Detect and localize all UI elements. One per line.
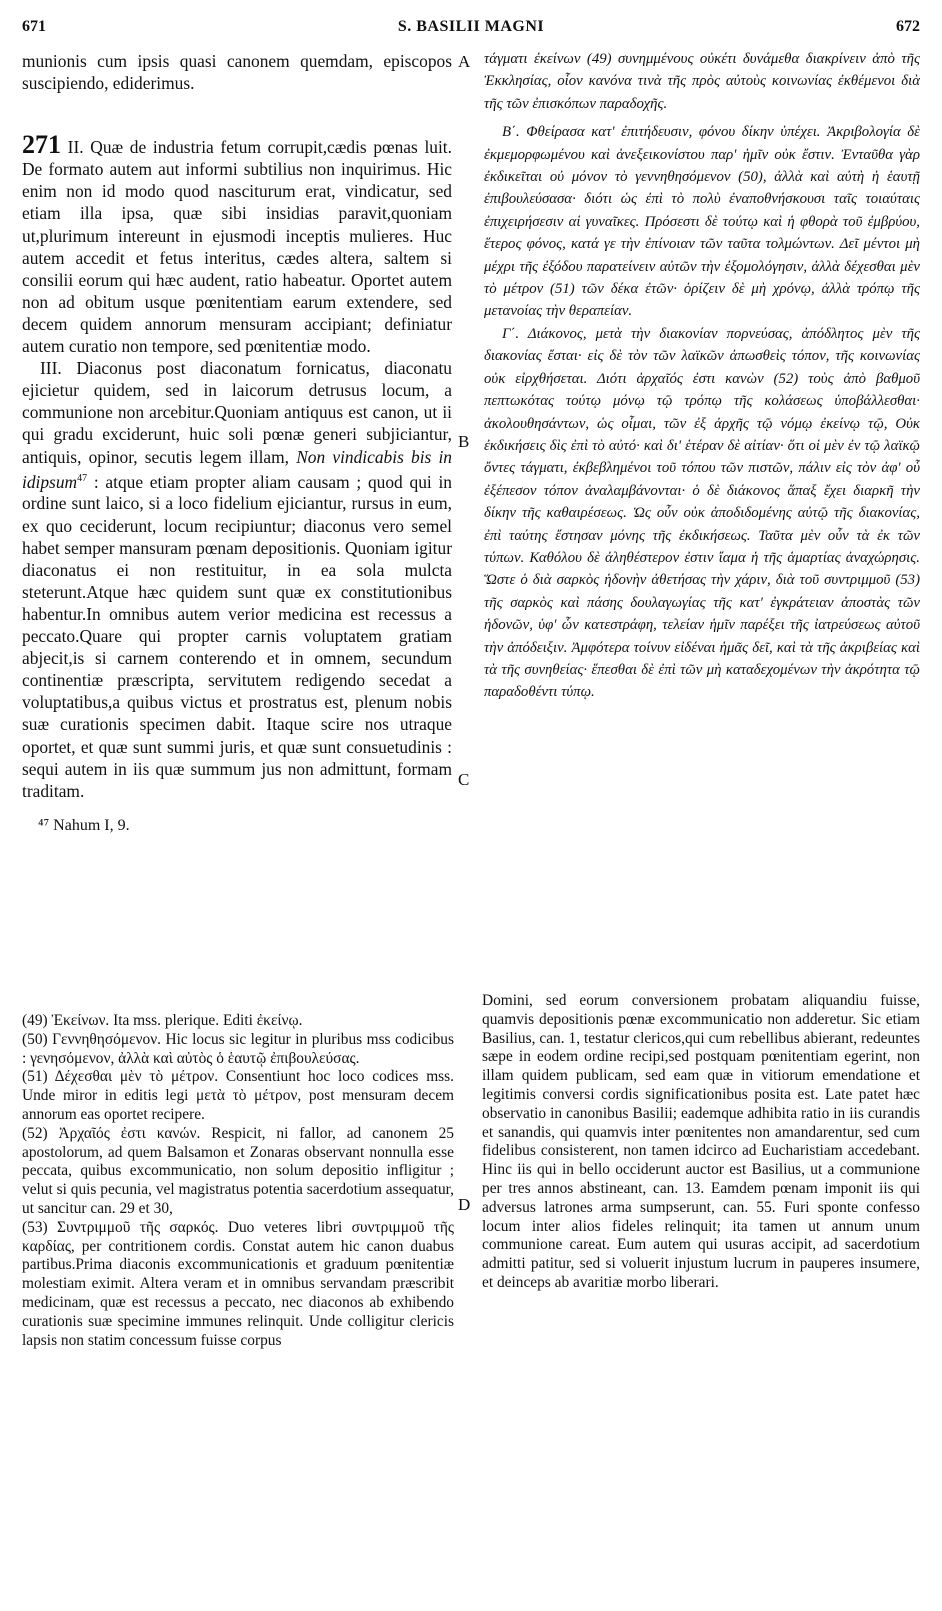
latin-canon-2 <box>22 130 452 357</box>
latin-canon-3-text-b: : atque etiam propter aliam causam ; quod qui in ordine sunt laico, si a loco fidelium ejiciantur, rursus in eum, ex quo ceciderunt, locum recipiuntur; diaconus vero semel habet semper mansuram pœnam depositionis. Quoniam igitur diaconatus ei non restituitur, in ea sola mulcta steterunt.Atque hæc quidem sunt quæ ex constitutionibus habentur.In omnibus autem verior medicina est recessus a peccato.Quare qui propter carnis voluptatem gratiam abjecit,is si carnem conterendo et in omnem, secundum continentiæ præscripta, servitutem redigendo secedat a voluptatibus,a quibus victus et prostratus est, plenum nobis suæ curationis specimen dabit. Itaque scire nos utraque oportet, et quæ sunt summi juris, et quæ sunt consuetudinis : sequi autem in iis quæ summum jus non admittunt, formam traditam. <box>22 471 452 801</box>
latin-canon-3-text-a: III. Diaconus post diaconatum fornicatus, diaconatu ejicietur quidem, sed in laicorum detrusus locum, a communione non arcebitur.Quoniam antiquus est canon, ut ii qui gradu exciderunt, huic soli pœnæ generi subjiciantur, antiquis, opinor, secutis legem illam, <box>22 358 452 467</box>
footnote-ref: 47 <box>77 472 88 484</box>
note-51: (51) Δέχεσθαι μὲν τὸ μέτρον. Consentiunt hoc loco codices mss. Unde miror in editis legi μετὰ τὸ μέτρον, post mensuram decem annorum eas oportet recipere. <box>22 1068 454 1123</box>
note-50: (50) Γεννηθησόμενον. Hic locus sic legitur in pluribus mss codicibus : γενησόμενον, ἀλλὰ καὶ αὐτὸς ὁ ἑαυτῷ ἐπιβουλεύσας. <box>22 1030 454 1067</box>
note-53: (53) Συντριμμοῦ τῆς σαρκός. Duo veteres libri συντριμμοῦ τῆς καρδίας, per contritionem cordis. Constat autem hic canon duabus partibus.Prima diaconis excommunicationis et graduum pœnitentiæ molestiam eximit. Altera veram et in omnibus servandam præscribit medicinam, quæ est recessus a peccato, nec diaconos ab exhibendo curationis suæ specimine immunes relinquit. Unde colligitur clericis lapsis non statim concessum fuisse corpus <box>22 1218 454 1349</box>
latin-paragraph-intro: munionis cum ipsis quasi canonem quemdam, episcopos suscipiendo, ediderimus. <box>22 51 452 94</box>
margin-marker-c: C <box>458 770 470 789</box>
latin-canon-2-text: II. Quæ de industria fetum corrupit,cædis pœnas luit. De formato autem aut informi subtilius non inquirimus. Hic enim non id modo quod nasciturum erat, vindicatur, sed etiam illa ipsa, quæ sibi insidias paravit,quoniam ut,plurimum intereunt in ejusmodi inceptis mulieres. Huc autem accedit et fetus interitus, cædes altera, saltem si consilii eorum qui hæc audent, ratio habeatur. Oportet autem non ad obitum usque pœnitentiam earum extendere, sed decem quidem annorum mensuram accipiant; definiatur autem curatio non tempore, sed pœnitentiæ modo. <box>22 137 452 357</box>
latin-canon-3-citation: Non vindicabis bis in idipsum <box>22 446 452 492</box>
notes-left-column <box>22 1012 454 1598</box>
margin-marker-d: D <box>458 1195 471 1214</box>
greek-column <box>484 48 920 976</box>
latin-column <box>22 50 452 985</box>
note-49: (49) Ἐκείνων. Ita mss. plerique. Editi ἐκείνῳ. <box>22 1012 303 1029</box>
greek-canon-2: Β΄. Φθείρασα κατ' ἐπιτήδευσιν, φόνου δίκην ὑπέχει. Ἀκριβολογία δὲ ἐκμεμορφωμένου καὶ ἀνεξεικονίστου παρ' ἡμῖν οὐκ ἔστιν. Ἐνταῦθα γὰρ ἐκδικεῖται οὐ μόνον τὸ γεννηθησόμενον (50), ἀλλὰ καὶ αὐτὴ ἡ ἑαυτῇ ἐπιβουλεύσασα· διότι ὡς ἐπὶ τὸ πολὺ ἐναποθνήσκουσι ταῖς τοιαύταις ἐπιχειρήσεσιν αἱ γυναῖκες. Πρόσεστι δὲ τούτῳ καὶ ἡ φθορὰ τοῦ ἐμβρύου, ἕτερος φόνος, κατά γε τὴν ἐπίνοιαν τῶν ταῦτα τολμώντων. Δεῖ μέντοι μὴ μέχρι τῆς ἐξόδου παρατείνειν αὐτῶν τὴν ἐξομολόγησιν, ἀλλὰ δέχεσθαι μὲν τὸ μέτρον (51) τῶν δέκα ἐτῶν· ὁρίζειν δὲ μὴ χρόνῳ, ἀλλὰ τρόπῳ τῆς μετανοίας τὴν θεραπείαν. <box>484 124 920 320</box>
right-page-number: 672 <box>896 18 920 35</box>
note-52: (52) Ἀρχαῖός ἐστι κανών. Respicit, ni fallor, ad canonem 25 apostolorum, ad quem Balsamon et Zonaras observant nonnulla esse peccata, quibus excommunicatio, non solum depositio infligitur ; velut si quis pecunia, vel magistratus potentia sacerdotium assequatur, ut sancitur can. 29 et 30, <box>22 1124 454 1217</box>
greek-paragraph-intro: τάγματι ἐκείνων (49) συνημμένους οὐκέτι δυνάμεθα διακρίνειν ἀπὸ τῆς Ἐκκλησίας, οἷον κανόνα τινὰ τῆς πρὸς αὐτοὺς κοινωνίας ἐκθέμενοι διὰ τῆς τῶν ἐπισκόπων παραδοχῆς. <box>484 51 920 112</box>
footnote-47: ⁴⁷ Nahum I, 9. <box>38 816 130 834</box>
greek-canon-3: Γ΄. Διάκονος, μετὰ τὴν διακονίαν πορνεύσας, ἀπόδλητος μὲν τῆς διακονίας ἔσται· εἰς δὲ τὸν τῶν λαϊκῶν ἀπωσθεὶς τόπον, τῆς κοινωνίας οὐκ εἰρχθήσεται. Διότι ἀρχαῖός ἐστι κανὼν (52) τοὺς ἀπὸ βαθμοῦ πεπτωκότας τούτῳ μόνῳ τῷ τρόπῳ τῆς κολάσεως ὑποβάλλεσθαι· ἀκολουθησάντων, ὡς οἶμαι, τῶν ἐξ ἀρχῆς τῷ νόμῳ ἐκείνῳ τῷ, Οὐκ ἐκδικήσεις δὶς ἐπὶ τὸ αὐτό· καὶ δι' ἑτέραν δὲ αἰτίαν· ὅτι οἱ μὲν ἐν τῷ λαϊκῷ ὄντες τάγματι, ἐκβεβλημένοι τοῦ τόπου τῶν πιστῶν, πάλιν εἰς τὸν ἀφ' οὗ ἐξέπεσον τόπον ἀναλαμβάνονται· ὁ δὲ διάκονος ἅπαξ ἔχει διαρκῆ τὴν δίκην τῆς καθαιρέσεως. Ὡς οὖν οὐκ ἀποδιδομένης αὐτῷ τῆς διακονίας, ἐπὶ ταύτης ἔστησαν μόνης τῆς ἐκδικήσεως. Ταῦτα μὲν οὖν τὰ ἐκ τῶν τύπων. Καθόλου δὲ ἀληθέστερον ἐστιν ἴαμα ἡ τῆς ἁμαρτίας ἀναχώρησις. Ὥστε ὁ διὰ σαρκὸς ἡδονὴν ἀθετήσας τὴν χάριν, διὰ τοῦ συντριμμοῦ (53) τῆς σαρκὸς καὶ πάσης δουλαγωγίας τῆς κατ' ἐγκράτειαν ἀποστὰς τῶν ἡδονῶν, ὑφ' ὧν κατεστράφη, τελείαν ἡμῖν παρέξει τῆς ἰατρεύσεως αὐτοῦ τὴν ἀπόδειξιν. Ἀμφότερα τοίνυν εἰδέναι ἡμᾶς δεῖ, καὶ τὰ τῆς ἀκριβείας καὶ τὰ τῆς συνηθείας· ἕπεσθαι δὲ ἐπὶ τῶν μὴ καταδεχομένων τὴν ἀκρότητα τῷ παραδοθέντι τύπῳ. <box>484 325 920 701</box>
margin-marker-a: A <box>458 52 471 71</box>
margin-marker-b: B <box>458 432 470 451</box>
notes-right-column <box>482 992 920 1462</box>
left-page-number: 671 <box>22 18 46 35</box>
running-header <box>22 18 920 42</box>
page-title: S. BASILII MAGNI <box>397 18 545 35</box>
latin-canon-3 <box>22 357 452 802</box>
section-number: 271 <box>22 130 61 160</box>
note-continuation: Domini, sed eorum conversionem probatam aliquandiu fuisse, quamvis depositionis pœnæ excommunicatio non adderetur. Sic etiam Basilius, can. 1, testatur clericos,qui cum rebellibus abierant, redeuntes sæpe in eodem ordine recipi,sed postquam pœnitentiam egerint, non illam quidem publicam, sed eam quæ in vitiorum emendatione et legitimis conversi cordis significationibus posita est. Late patet hæc observatio in canonibus Basilii; eademque adhibita ratio in iis curandis et sanandis, qui quamvis inter pœnitentes non amandarentur, sed cum fidelibus consisterent, non tamen idcirco ad Eucharistiam accedebant. Hinc iis qui in bello occiderunt auctor est Basilius, ut a communione per tres annos abstineant, can. 13. Eamdem pœnam imponit iis qui adversus latrones arma sumpserunt, can. 55. Furi sponte confesso locum inter alios fideles relinquit; ita tamen ut annum unum communione careat. Eum autem qui usuras accipit, ad sacerdotium admitti patitur, sed si voluerit injustum lucrum in pauperes insumere, et deinceps ab avaritiæ morbo liberari. <box>482 992 920 1291</box>
